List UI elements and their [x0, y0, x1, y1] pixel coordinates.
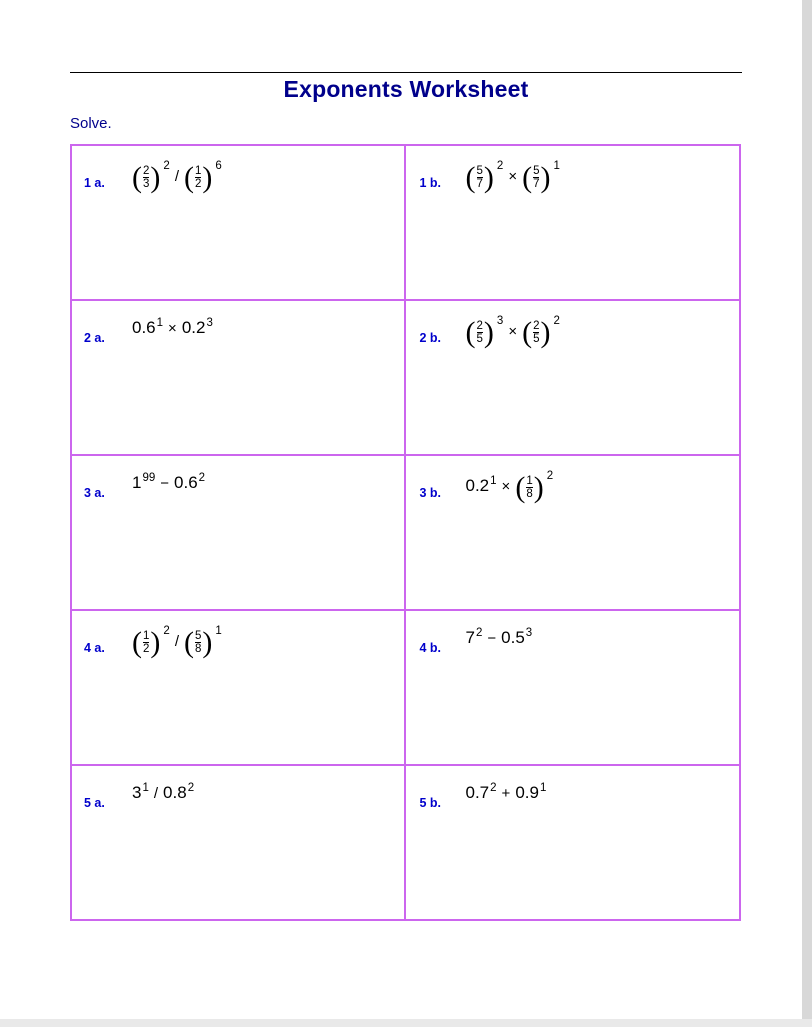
exponent: 1	[539, 782, 547, 795]
term: $0.8^2$	[163, 782, 195, 802]
term: $0.6^2$	[174, 472, 206, 492]
exponent: 99	[142, 472, 156, 485]
term: $0.7^2$	[465, 782, 497, 802]
fraction: $\frac{2}{3}$	[143, 165, 150, 191]
title-divider	[70, 72, 742, 73]
problem-cell[interactable]	[72, 456, 406, 609]
exponent: 1	[215, 625, 222, 638]
operator: ×	[501, 478, 511, 496]
term: ( $\frac{1}{2}$ ) $^6$	[183, 160, 222, 194]
problem-cell[interactable]	[72, 766, 406, 919]
problem-expression	[132, 160, 222, 194]
problem-cell[interactable]	[406, 611, 740, 764]
problem-expression	[465, 470, 554, 504]
problem-expression	[132, 625, 222, 659]
problem-label: 3 b.	[419, 486, 442, 500]
exponent: 2	[163, 160, 170, 173]
problem-row	[72, 146, 739, 301]
term: ( $\frac{5}{8}$ ) $^1$	[183, 625, 222, 659]
fraction: $\frac{5}{8}$	[194, 630, 202, 656]
operator: /	[153, 785, 159, 802]
instruction-text: Solve.	[70, 115, 112, 132]
fraction: $\frac{2}{5}$	[476, 320, 483, 346]
problem-label: 4 a.	[84, 641, 105, 655]
term: $0.6^1$	[132, 317, 164, 337]
operator: ×	[508, 168, 518, 186]
exponent: 3	[525, 627, 533, 640]
problem-label: 1 b.	[419, 176, 442, 190]
problem-cell[interactable]	[72, 301, 406, 454]
problem-cell[interactable]	[72, 611, 406, 764]
exponent: 2	[496, 160, 504, 173]
exponent: 1	[156, 317, 164, 330]
problem-expression	[465, 315, 560, 349]
term: ( $\frac{2}{3}$ ) $^2$	[132, 160, 170, 194]
term: $0.5^3$	[501, 627, 533, 647]
exponent: 1	[553, 160, 560, 173]
fraction: $\frac{1}{8}$	[526, 475, 533, 501]
operator: ×	[508, 323, 518, 341]
term: $0.2^1$	[465, 475, 497, 496]
problem-label: 5 a.	[84, 796, 105, 810]
exponent: 2	[198, 472, 206, 485]
exponent: 1	[142, 782, 149, 795]
problem-expression	[466, 629, 533, 646]
exponent: 2	[163, 625, 170, 638]
problem-cell[interactable]	[72, 146, 406, 299]
page-edge-shadow	[802, 0, 812, 1027]
term: $1^{99}$	[132, 472, 156, 492]
exponent: 2	[553, 315, 560, 328]
problem-label: 3 a.	[84, 486, 105, 500]
fraction: $\frac{1}{2}$	[194, 165, 202, 191]
operator: /	[174, 168, 179, 186]
term: ( $\frac{5}{7}$ ) $^2$	[465, 160, 504, 194]
term: $0.9^1$	[515, 782, 547, 802]
problem-expression	[132, 319, 213, 336]
term: ( $\frac{1}{8}$ ) $^2$	[515, 470, 554, 504]
problem-row	[72, 456, 739, 611]
problem-cell[interactable]	[406, 301, 740, 454]
fraction: $\frac{1}{2}$	[143, 630, 150, 656]
page-bottom-shadow	[0, 1019, 812, 1027]
fraction: $\frac{5}{7}$	[533, 165, 540, 191]
problem-label: 5 b.	[419, 796, 442, 810]
problem-row	[72, 611, 739, 766]
exponent: 1	[490, 475, 497, 488]
operator: ×	[168, 320, 177, 337]
exponent: 6	[215, 160, 222, 173]
problem-expression	[465, 160, 560, 194]
problem-row	[72, 766, 739, 919]
exponent: 2	[546, 470, 554, 483]
problem-expression	[132, 474, 205, 491]
problems-grid	[70, 144, 741, 921]
term: ( $\frac{5}{7}$ ) $^1$	[522, 160, 560, 194]
problem-cell[interactable]	[406, 766, 740, 919]
problem-label: 4 b.	[419, 641, 442, 655]
exponent: 2	[187, 782, 195, 795]
problem-expression	[466, 784, 547, 801]
exponent: 2	[490, 782, 497, 795]
operator: −	[487, 630, 497, 647]
exponent: 3	[206, 317, 213, 330]
problem-label: 1 a.	[84, 176, 105, 190]
operator: +	[501, 785, 511, 802]
operator: /	[174, 633, 179, 651]
term: ( $\frac{2}{5}$ ) $^2$	[522, 315, 560, 349]
problem-label: 2 b.	[419, 331, 442, 345]
term: ( $\frac{2}{5}$ ) $^3$	[465, 315, 504, 349]
operator: −	[160, 475, 170, 492]
exponent: 3	[496, 315, 504, 328]
term: $0.2^3$	[181, 317, 213, 337]
term: ( $\frac{1}{2}$ ) $^2$	[132, 625, 170, 659]
problem-expression	[132, 784, 194, 801]
fraction: $\frac{2}{5}$	[533, 320, 540, 346]
exponent: 2	[475, 627, 483, 640]
term: $7^2$	[465, 627, 483, 647]
term: $3^1$	[132, 782, 149, 802]
problem-row	[72, 301, 739, 456]
page-title: Exponents Worksheet	[283, 76, 529, 102]
problem-cell[interactable]	[406, 456, 740, 609]
problem-cell[interactable]	[406, 146, 740, 299]
problem-label: 2 a.	[84, 331, 105, 345]
fraction: $\frac{5}{7}$	[476, 165, 483, 191]
